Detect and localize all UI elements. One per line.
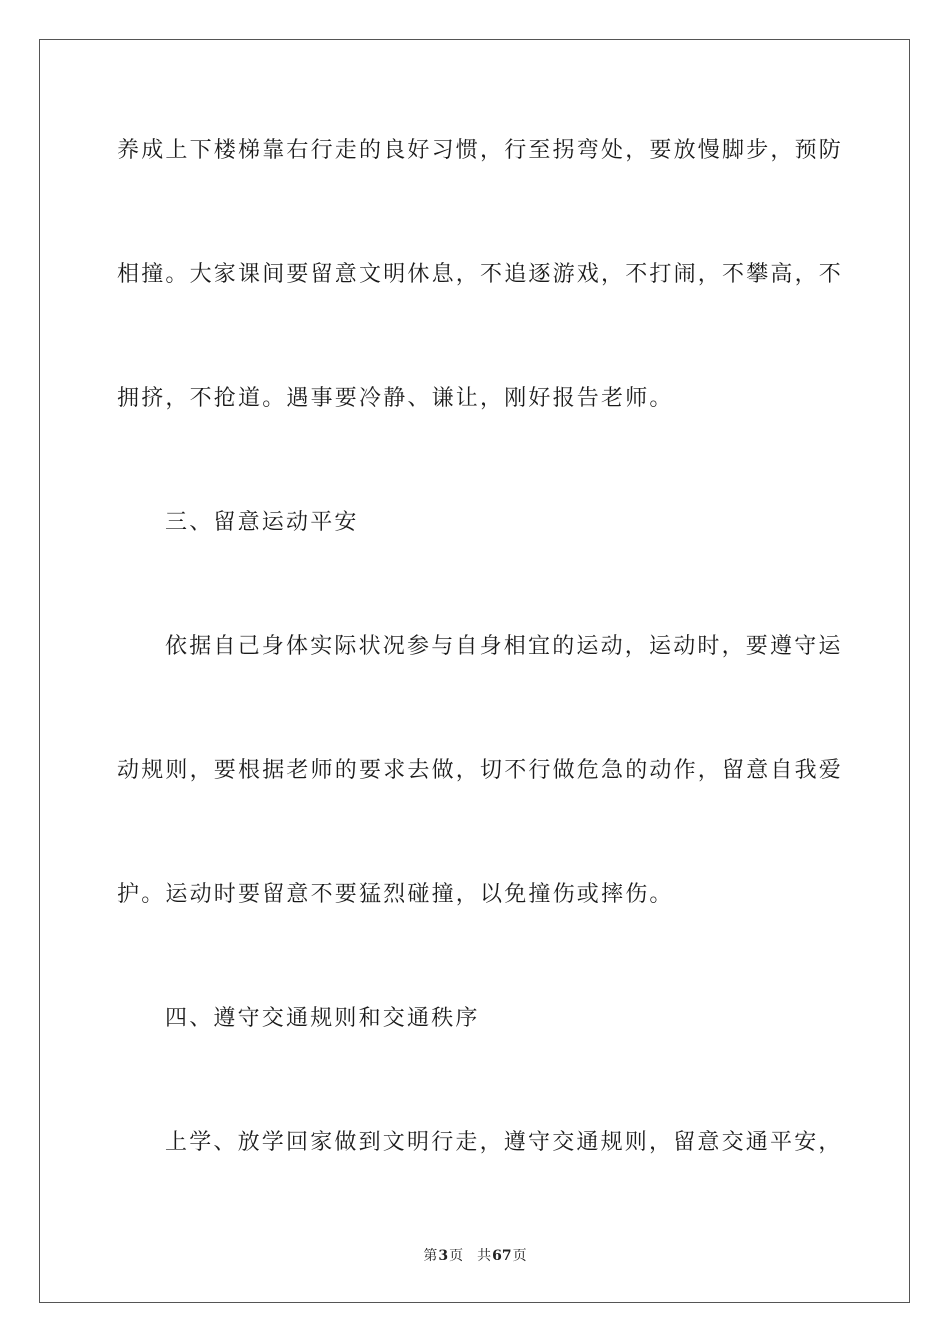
body-line: 动规则，要根据老师的要求去做，切不行做危急的动作，留意自我爱 [117,758,844,783]
body-line: 拥挤，不抢道。遇事要冷静、谦让，刚好报告老师。 [117,386,674,411]
body-line: 相撞。大家课间要留意文明休息，不追逐游戏，不打闹，不攀高，不 [117,262,844,287]
page-suffix: 页 [449,1248,464,1264]
total-prefix: 共 [477,1248,492,1264]
paragraph-first-line: 依据自己身体实际状况参与自身相宜的运动，运动时，要遵守运 [165,634,843,659]
page-number: 3 [438,1248,449,1264]
page-footer [0,1247,950,1265]
page-border [39,39,910,1303]
body-line: 养成上下楼梯靠右行走的良好习惯，行至拐弯处，要放慢脚步，预防 [117,138,844,163]
section-heading: 四、遵守交通规则和交通秩序 [165,1006,480,1031]
page-prefix: 第 [423,1248,438,1264]
total-pages: 67 [492,1248,512,1264]
paragraph-first-line: 上学、放学回家做到文明行走，遵守交通规则，留意交通平安， [165,1130,843,1155]
section-heading: 三、留意运动平安 [165,510,359,535]
body-line: 护。运动时要留意不要猛烈碰撞，以免撞伤或摔伤。 [117,882,674,907]
total-suffix: 页 [512,1248,527,1264]
